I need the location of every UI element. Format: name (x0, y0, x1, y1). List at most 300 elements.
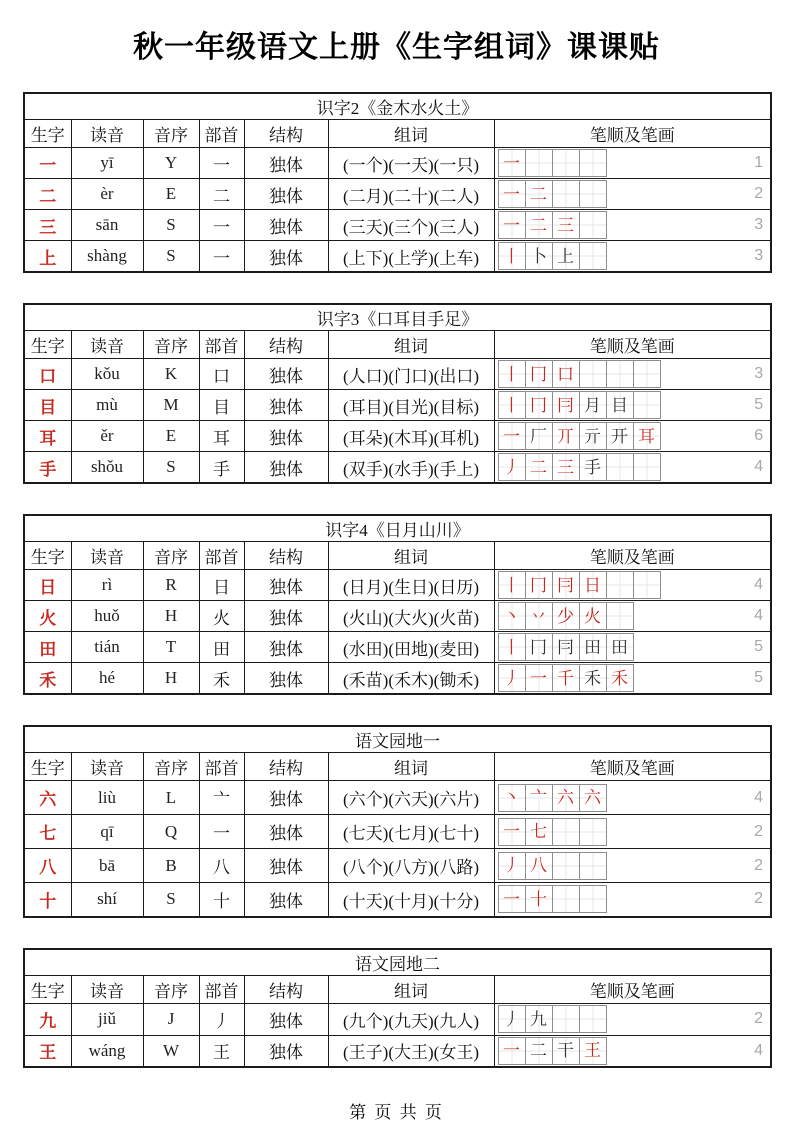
stroke-box (552, 211, 580, 239)
stroke-count: 5 (754, 669, 764, 686)
column-header: 结构 (244, 542, 328, 570)
stroke-cell (494, 148, 771, 179)
radical-cell: 二 (199, 179, 244, 210)
stroke-step: 十 (530, 889, 547, 909)
char-cell: 十 (24, 883, 71, 917)
stroke-box (552, 885, 580, 913)
stroke-box (498, 391, 526, 419)
stroke-count: 2 (754, 185, 764, 202)
radical-cell: 一 (199, 241, 244, 273)
stroke-step: 禾 (584, 668, 601, 688)
stroke-count: 3 (754, 216, 764, 233)
table-row (24, 359, 771, 390)
stroke-step: 丌 (557, 426, 574, 446)
char-cell: 田 (24, 632, 71, 663)
stroke-step: 王 (584, 1041, 601, 1061)
column-header: 组词 (328, 120, 494, 148)
column-header: 音序 (143, 331, 199, 359)
section-title-row (24, 515, 771, 542)
stroke-step: 一 (503, 215, 520, 235)
page-title: 秋一年级语文上册《生字组词》课课贴 (133, 31, 660, 64)
stroke-count: 3 (754, 365, 764, 382)
column-header: 笔顺及笔画 (494, 542, 771, 570)
stroke-box (552, 602, 580, 630)
stroke-cell (494, 452, 771, 484)
stroke-grid (495, 210, 771, 240)
column-header: 读音 (71, 120, 143, 148)
stroke-step: 二 (530, 184, 547, 204)
stroke-grid (495, 570, 771, 600)
stroke-box (525, 453, 553, 481)
worksheet-section (23, 725, 772, 918)
stroke-box (525, 391, 553, 419)
stroke-step: 冃 (557, 637, 574, 657)
structure-cell: 独体 (244, 781, 328, 815)
words-cell: (人口)(门口)(出口) (328, 359, 494, 390)
stroke-step: 六 (557, 788, 574, 807)
page-footer: 第 页 共 页 (349, 1103, 444, 1122)
column-header-row (24, 975, 771, 1003)
stroke-count: 4 (754, 1041, 764, 1059)
alpha-order-cell: H (143, 663, 199, 695)
stroke-step: 丨 (503, 575, 520, 595)
stroke-box (579, 149, 607, 177)
stroke-cell (494, 241, 771, 273)
stroke-step: 九 (530, 1009, 547, 1029)
stroke-box (552, 391, 580, 419)
stroke-grid (495, 817, 771, 847)
structure-cell: 独体 (244, 359, 328, 390)
stroke-grid (495, 663, 771, 693)
stroke-box (498, 818, 526, 846)
pinyin-cell: liù (71, 781, 143, 815)
stroke-step: 丨 (503, 364, 520, 384)
section-title-row (24, 93, 771, 120)
stroke-box (525, 633, 553, 661)
stroke-step: 丿 (503, 668, 520, 688)
pinyin-cell: rì (71, 570, 143, 601)
stroke-step: 六 (584, 788, 601, 807)
column-header: 音序 (143, 975, 199, 1003)
char-cell: 王 (24, 1035, 71, 1067)
alpha-order-cell: Y (143, 148, 199, 179)
stroke-box (525, 664, 553, 692)
stroke-step: 冂 (530, 575, 547, 595)
column-header: 组词 (328, 975, 494, 1003)
stroke-step: 丿 (503, 457, 520, 477)
stroke-step: 一 (503, 184, 520, 204)
stroke-cell (494, 179, 771, 210)
stroke-step: 冃 (557, 395, 574, 415)
stroke-box (579, 391, 607, 419)
stroke-box (552, 818, 580, 846)
stroke-box (552, 1005, 580, 1033)
stroke-step: 丿 (503, 1009, 520, 1029)
column-header: 部首 (199, 975, 244, 1003)
column-header: 生字 (24, 331, 71, 359)
char-cell: 一 (24, 148, 71, 179)
stroke-box (525, 149, 553, 177)
stroke-box (579, 602, 607, 630)
stroke-step: 八 (530, 856, 547, 875)
radical-cell: 日 (199, 570, 244, 601)
section-title: 语文园地一 (24, 726, 771, 753)
stroke-cell (494, 849, 771, 883)
stroke-grid (495, 421, 771, 451)
stroke-step: 丿 (503, 856, 520, 875)
words-cell: (七天)(七月)(七十) (328, 815, 494, 849)
stroke-count: 4 (754, 788, 764, 806)
alpha-order-cell: S (143, 210, 199, 241)
stroke-box (498, 1037, 526, 1065)
radical-cell: 王 (199, 1035, 244, 1067)
stroke-step: 丨 (503, 637, 520, 657)
stroke-count: 2 (754, 856, 764, 874)
stroke-box (552, 180, 580, 208)
stroke-grid (495, 148, 771, 178)
stroke-box (579, 852, 607, 880)
pinyin-cell: hé (71, 663, 143, 695)
column-header: 结构 (244, 753, 328, 781)
worksheet-section (23, 948, 772, 1069)
stroke-step: 丶 (503, 606, 520, 626)
table-row (24, 452, 771, 484)
table-row (24, 421, 771, 452)
table-row (24, 179, 771, 210)
alpha-order-cell: S (143, 241, 199, 273)
stroke-step: 冂 (530, 364, 547, 384)
words-cell: (双手)(水手)(手上) (328, 452, 494, 484)
stroke-box (552, 571, 580, 599)
stroke-grid (495, 1036, 771, 1066)
stroke-step: 二 (530, 1041, 547, 1061)
stroke-step: 月 (584, 395, 601, 415)
alpha-order-cell: S (143, 883, 199, 917)
column-header-row (24, 542, 771, 570)
radical-cell: 目 (199, 390, 244, 421)
column-header: 组词 (328, 753, 494, 781)
words-cell: (王子)(大王)(女王) (328, 1035, 494, 1067)
stroke-box (498, 885, 526, 913)
stroke-box (525, 602, 553, 630)
stroke-step: 耳 (638, 426, 655, 446)
words-cell: (耳目)(目光)(目标) (328, 390, 494, 421)
structure-cell: 独体 (244, 1035, 328, 1067)
structure-cell: 独体 (244, 632, 328, 663)
alpha-order-cell: J (143, 1003, 199, 1035)
stroke-cell (494, 1003, 771, 1035)
column-header-row (24, 331, 771, 359)
stroke-step: 冂 (530, 395, 547, 415)
radical-cell: 丿 (199, 1003, 244, 1035)
stroke-cell (494, 781, 771, 815)
stroke-step: 丷 (530, 606, 547, 626)
stroke-step: 二 (530, 215, 547, 235)
stroke-count: 5 (754, 638, 764, 655)
stroke-box (579, 885, 607, 913)
stroke-box (498, 784, 526, 812)
pinyin-cell: ěr (71, 421, 143, 452)
stroke-box (498, 633, 526, 661)
stroke-box (606, 633, 634, 661)
stroke-step: 田 (584, 637, 601, 657)
stroke-box (606, 422, 634, 450)
stroke-step: 三 (557, 215, 574, 235)
structure-cell: 独体 (244, 1003, 328, 1035)
stroke-box (498, 360, 526, 388)
section-title: 语文园地二 (24, 949, 771, 976)
column-header: 结构 (244, 975, 328, 1003)
stroke-box (606, 664, 634, 692)
stroke-grid (495, 390, 771, 420)
structure-cell: 独体 (244, 815, 328, 849)
alpha-order-cell: K (143, 359, 199, 390)
stroke-box (579, 422, 607, 450)
char-cell: 日 (24, 570, 71, 601)
pinyin-cell: bā (71, 849, 143, 883)
alpha-order-cell: T (143, 632, 199, 663)
stroke-step: 开 (611, 426, 628, 446)
stroke-step: 禾 (611, 668, 628, 688)
stroke-box (498, 242, 526, 270)
radical-cell: 禾 (199, 663, 244, 695)
stroke-grid (495, 601, 771, 631)
alpha-order-cell: E (143, 179, 199, 210)
char-cell: 口 (24, 359, 71, 390)
pinyin-cell: shàng (71, 241, 143, 273)
pinyin-cell: wáng (71, 1035, 143, 1067)
stroke-step: 丨 (503, 395, 520, 415)
char-cell: 手 (24, 452, 71, 484)
alpha-order-cell: M (143, 390, 199, 421)
table-row (24, 849, 771, 883)
column-header: 结构 (244, 120, 328, 148)
column-header: 笔顺及笔画 (494, 753, 771, 781)
table-row (24, 1003, 771, 1035)
stroke-box (498, 149, 526, 177)
char-cell: 三 (24, 210, 71, 241)
stroke-box (525, 242, 553, 270)
stroke-box (633, 391, 661, 419)
section-title: 识字4《日月山川》 (24, 515, 771, 542)
column-header: 部首 (199, 120, 244, 148)
stroke-box (552, 360, 580, 388)
column-header: 读音 (71, 975, 143, 1003)
stroke-box (525, 211, 553, 239)
stroke-step: 一 (503, 426, 520, 446)
stroke-count: 2 (754, 822, 764, 840)
worksheet-section (23, 92, 772, 273)
stroke-step: 丨 (503, 246, 520, 266)
stroke-count: 5 (754, 396, 764, 413)
structure-cell: 独体 (244, 148, 328, 179)
stroke-grid (495, 452, 771, 482)
stroke-box (579, 818, 607, 846)
stroke-count: 4 (754, 607, 764, 624)
column-header: 读音 (71, 542, 143, 570)
stroke-box (633, 571, 661, 599)
words-cell: (二月)(二十)(二人) (328, 179, 494, 210)
stroke-box (552, 422, 580, 450)
stroke-box (498, 422, 526, 450)
stroke-cell (494, 663, 771, 695)
column-header: 音序 (143, 542, 199, 570)
stroke-step: 田 (611, 637, 628, 657)
table-row (24, 781, 771, 815)
stroke-cell (494, 359, 771, 390)
stroke-count: 1 (754, 154, 764, 171)
column-header: 生字 (24, 753, 71, 781)
pinyin-cell: huǒ (71, 601, 143, 632)
words-cell: (三天)(三个)(三人) (328, 210, 494, 241)
stroke-step: 厂 (530, 426, 547, 446)
words-cell: (禾苗)(禾木)(锄禾) (328, 663, 494, 695)
column-header: 部首 (199, 331, 244, 359)
radical-cell: 口 (199, 359, 244, 390)
stroke-step: 目 (611, 395, 628, 415)
char-cell: 耳 (24, 421, 71, 452)
column-header: 笔顺及笔画 (494, 331, 771, 359)
stroke-box (579, 1005, 607, 1033)
stroke-grid (495, 359, 771, 389)
column-header-row (24, 753, 771, 781)
column-header: 读音 (71, 331, 143, 359)
worksheet-section (23, 303, 772, 484)
stroke-box (579, 180, 607, 208)
alpha-order-cell: E (143, 421, 199, 452)
pinyin-cell: shǒu (71, 452, 143, 484)
stroke-box (525, 818, 553, 846)
stroke-box (606, 453, 634, 481)
stroke-box (579, 784, 607, 812)
char-cell: 七 (24, 815, 71, 849)
structure-cell: 独体 (244, 390, 328, 421)
words-cell: (一个)(一天)(一只) (328, 148, 494, 179)
stroke-step: 二 (530, 457, 547, 477)
stroke-cell (494, 210, 771, 241)
table-row (24, 570, 771, 601)
stroke-cell (494, 421, 771, 452)
table-row (24, 210, 771, 241)
stroke-box (552, 453, 580, 481)
stroke-box (552, 784, 580, 812)
table-row (24, 241, 771, 273)
table-row (24, 148, 771, 179)
radical-cell: 八 (199, 849, 244, 883)
table-row (24, 601, 771, 632)
column-header: 部首 (199, 542, 244, 570)
table-row (24, 815, 771, 849)
radical-cell: 一 (199, 210, 244, 241)
structure-cell: 独体 (244, 452, 328, 484)
structure-cell: 独体 (244, 421, 328, 452)
char-cell: 六 (24, 781, 71, 815)
alpha-order-cell: W (143, 1035, 199, 1067)
radical-cell: 亠 (199, 781, 244, 815)
stroke-box (525, 784, 553, 812)
pinyin-cell: mù (71, 390, 143, 421)
stroke-count: 4 (754, 458, 764, 475)
structure-cell: 独体 (244, 241, 328, 273)
stroke-box (525, 1005, 553, 1033)
words-cell: (上下)(上学)(上车) (328, 241, 494, 273)
stroke-box (552, 149, 580, 177)
section-title: 识字2《金木水火土》 (24, 93, 771, 120)
stroke-box (525, 1037, 553, 1065)
stroke-step: 一 (503, 822, 520, 841)
pinyin-cell: tián (71, 632, 143, 663)
stroke-box (498, 211, 526, 239)
stroke-cell (494, 570, 771, 601)
stroke-box (552, 242, 580, 270)
stroke-box (552, 664, 580, 692)
column-header: 生字 (24, 975, 71, 1003)
alpha-order-cell: H (143, 601, 199, 632)
stroke-box (579, 633, 607, 661)
stroke-step: 卜 (530, 246, 547, 266)
char-cell: 九 (24, 1003, 71, 1035)
char-cell: 八 (24, 849, 71, 883)
stroke-box (552, 1037, 580, 1065)
stroke-step: 少 (557, 606, 574, 626)
section-title: 识字3《口耳目手足》 (24, 304, 771, 331)
section-title-row (24, 304, 771, 331)
stroke-step: 一 (503, 1041, 520, 1061)
stroke-cell (494, 815, 771, 849)
stroke-count: 4 (754, 576, 764, 593)
stroke-step: 三 (557, 457, 574, 477)
worksheet-section (23, 514, 772, 695)
stroke-step: 日 (584, 575, 601, 595)
stroke-count: 6 (754, 427, 764, 444)
column-header: 生字 (24, 120, 71, 148)
stroke-step: 冃 (557, 575, 574, 595)
structure-cell: 独体 (244, 849, 328, 883)
stroke-step: 丶 (503, 788, 520, 807)
column-header: 结构 (244, 331, 328, 359)
column-header-row (24, 120, 771, 148)
stroke-box (579, 211, 607, 239)
radical-cell: 十 (199, 883, 244, 917)
words-cell: (九个)(九天)(九人) (328, 1003, 494, 1035)
stroke-box (498, 664, 526, 692)
stroke-box (498, 602, 526, 630)
stroke-cell (494, 1035, 771, 1067)
stroke-box (606, 360, 634, 388)
stroke-step: 亓 (584, 426, 601, 446)
stroke-step: 七 (530, 822, 547, 841)
stroke-count: 2 (754, 1010, 764, 1027)
pinyin-cell: shí (71, 883, 143, 917)
stroke-box (579, 453, 607, 481)
stroke-grid (495, 783, 771, 813)
radical-cell: 一 (199, 148, 244, 179)
stroke-step: 一 (503, 889, 520, 909)
stroke-count: 2 (754, 890, 764, 908)
column-header: 组词 (328, 331, 494, 359)
alpha-order-cell: B (143, 849, 199, 883)
stroke-box (525, 422, 553, 450)
column-header: 音序 (143, 120, 199, 148)
stroke-box (525, 852, 553, 880)
stroke-cell (494, 632, 771, 663)
words-cell: (十天)(十月)(十分) (328, 883, 494, 917)
stroke-count: 3 (754, 247, 764, 264)
structure-cell: 独体 (244, 210, 328, 241)
section-title-row (24, 726, 771, 753)
table-row (24, 883, 771, 917)
stroke-box (498, 180, 526, 208)
